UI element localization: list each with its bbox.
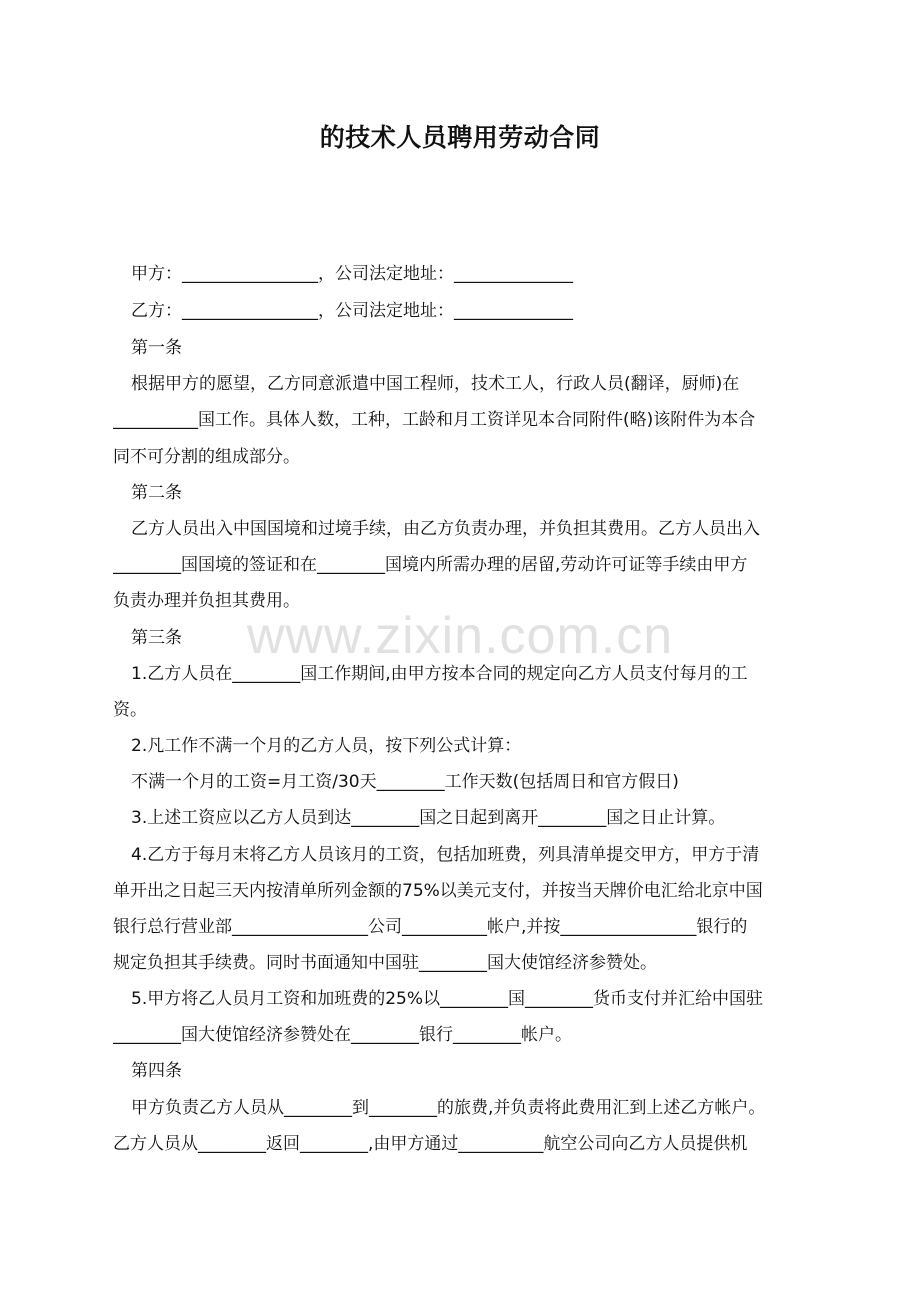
article-4-heading: 第四条 — [131, 1061, 182, 1081]
paragraph-line: 1.乙方人员在________国工作期间,由甲方按本合同的规定向乙方人员支付每月的工 — [131, 664, 748, 684]
party-b-line: 乙方：________________，公司法定地址：______________ — [131, 301, 573, 321]
paragraph-line: 甲方负责乙方人员从________到________的旅费,并负责将此费用汇到上述乙方帐户。 — [131, 1098, 766, 1118]
paragraph-line: __________国工作。具体人数，工种，工龄和月工资详见本合同附件(略)该附件为本合 — [113, 410, 756, 430]
paragraph-line: 银行总行营业部________________公司__________帐户,并按________________银行的 — [113, 917, 748, 937]
document-title: 的技术人员聘用劳动合同 — [319, 123, 601, 152]
paragraph-line: 5.甲方将乙人员月工资和加班费的25%以________国________货币支付并汇给中国驻 — [131, 989, 764, 1009]
paragraph-line: 同不可分割的组成部分。 — [113, 447, 300, 467]
paragraph-line: 3.上述工资应以乙方人员到达________国之日起到离开________国之日止计算。 — [131, 808, 726, 828]
paragraph-line: 单开出之日起三天内按清单所列金额的75%以美元支付，并按当天牌价电汇给北京中国 — [113, 881, 763, 901]
paragraph-line: 4.乙方于每月末将乙方人员该月的工资，包括加班费，列具清单提交甲方，甲方于清 — [131, 845, 760, 865]
paragraph-line: 资。 — [113, 700, 147, 720]
article-2-heading: 第二条 — [131, 483, 182, 503]
watermark: www.zixin.com.cn — [246, 607, 674, 665]
paragraph-line: ________国国境的签证和在________国境内所需办理的居留,劳动许可证等手续由甲方 — [113, 555, 748, 575]
paragraph-line: 乙方人员出入中国国境和过境手续，由乙方负责办理，并负担其费用。乙方人员出入 — [131, 519, 760, 539]
paragraph-line: 乙方人员从________返回________,由甲方通过__________航空公司向乙方人员提供机 — [113, 1134, 748, 1154]
paragraph-line: 根据甲方的愿望，乙方同意派遣中国工程师，技术工人，行政人员(翻译，厨师)在 — [131, 374, 740, 394]
article-1-heading: 第一条 — [131, 338, 182, 358]
party-a-line: 甲方：________________，公司法定地址：______________ — [131, 264, 573, 284]
article-3-heading: 第三条 — [131, 628, 182, 648]
paragraph-line: 规定负担其手续费。同时书面通知中国驻________国大使馆经济参赞处。 — [113, 953, 657, 973]
paragraph-line: ________国大使馆经济参赞处在________银行________帐户。 — [113, 1025, 572, 1045]
paragraph-line: 不满一个月的工资=月工资/30天________工作天数(包括周日和官方假日) — [131, 772, 679, 792]
paragraph-line: 2.凡工作不满一个月的乙方人员，按下列公式计算： — [131, 736, 522, 756]
paragraph-line: 负责办理并负担其费用。 — [113, 591, 300, 611]
